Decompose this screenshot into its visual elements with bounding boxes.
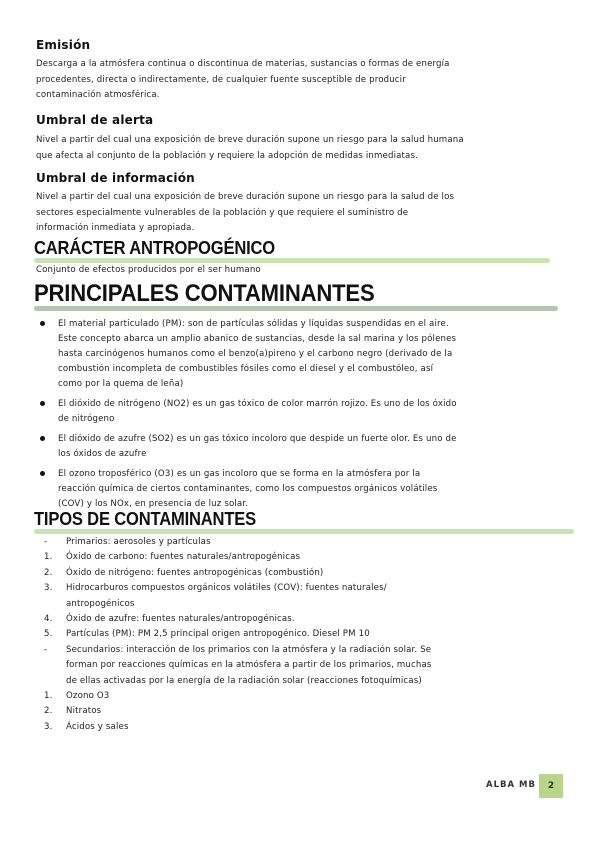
list-marker: 4. xyxy=(44,614,53,625)
text-line: El dióxido de nitrógeno (NO2) es un gas tóxico de color marrón rojizo. Es uno de los óxido xyxy=(58,399,457,409)
text-line: información inmediata y apropiada. xyxy=(36,223,195,233)
list-marker: 3. xyxy=(44,721,53,732)
text-line: Ácidos y sales xyxy=(66,721,129,732)
text-line: (COV) y los NOx, en presencia de luz solar. xyxy=(58,499,249,509)
list-marker: 1. xyxy=(44,691,53,702)
bullet-icon xyxy=(40,321,45,326)
list-marker: - xyxy=(44,644,48,655)
list-item xyxy=(44,581,576,612)
list-marker: - xyxy=(44,537,48,547)
list-item xyxy=(44,704,576,719)
heading-umbral-alerta: Umbral de alerta xyxy=(36,113,154,127)
text-line: Partículas (PM): PM 2,5 principal origen antropogénico. Diesel PM 10 xyxy=(66,629,370,640)
list-marker: 1. xyxy=(44,552,53,563)
text-line: sectores especialmente vulnerables de la población y que requiere el suministro de xyxy=(36,207,409,218)
text-line: los óxidos de azufre xyxy=(58,449,147,459)
text-line: procedentes, directa o indirectamente, de cualquier fuente susceptible de producir xyxy=(36,74,406,85)
text-line: El material particulado (PM): son de partículas sólidas y líquidas suspendidas en el aire. xyxy=(58,319,449,329)
footer-author: ALBA MB xyxy=(486,780,536,790)
text-line: Descarga a la atmósfera continua o discontinua de materias, sustancias o formas de energía xyxy=(36,59,450,69)
list-item xyxy=(44,550,576,565)
heading-tipos-contaminantes: TIPOS DE CONTAMINANTES xyxy=(34,509,256,529)
list-item xyxy=(44,720,576,735)
list-item xyxy=(56,317,576,392)
text-line: reacción química de ciertos contaminantes, como los compuestos orgánicos volátiles xyxy=(58,484,438,494)
list-item xyxy=(56,467,576,512)
list-marker: 3. xyxy=(44,583,53,594)
list-item xyxy=(44,689,576,704)
list-item xyxy=(44,566,576,581)
text-line: como por la quema de leña) xyxy=(58,379,184,389)
bullet-icon xyxy=(40,436,45,441)
text-line: Óxido de nitrógeno: fuentes antropogénicas (combustión) xyxy=(66,567,324,578)
text-line: que afecta al conjunto de la población y requiere la adopción de medidas inmediatas. xyxy=(36,150,418,161)
text-line: Este concepto abarca un amplio abanico de sustancias, desde la sal marina y los pólenes xyxy=(58,334,457,344)
page-number-badge: 2 xyxy=(539,774,563,798)
list-item xyxy=(56,432,576,462)
paragraph-caracter xyxy=(36,263,568,279)
text-line: Conjunto de efectos producidos por el ser humano xyxy=(36,265,261,275)
text-line: Nivel a partir del cual una exposición de breve duración supone un riesgo para la salud de los xyxy=(36,192,455,202)
list-marker: 5. xyxy=(44,629,53,640)
paragraph-umbral-informacion xyxy=(36,190,568,237)
paragraph-umbral-alerta xyxy=(36,133,568,164)
list-marker: 2. xyxy=(44,567,53,578)
text-line: hasta carcinógenos humanos como el benzo(a)pireno y el carbono negro (derivado de la xyxy=(58,349,453,359)
text-line: Secundarios: interacción de los primarios con la atmósfera y la radiación solar. Se xyxy=(66,644,432,655)
bullet-icon xyxy=(40,471,45,476)
text-line: Ozono O3 xyxy=(66,691,110,702)
text-line: Nitratos xyxy=(66,706,102,717)
list-item xyxy=(56,397,576,427)
list-item xyxy=(44,627,576,642)
list-marker: 2. xyxy=(44,706,53,717)
list-item xyxy=(44,612,576,627)
heading-principales-contaminantes: PRINCIPALES CONTAMINANTES xyxy=(34,280,375,307)
text-line: antropogénicos xyxy=(66,598,135,609)
text-line: El ozono troposférico (O3) es un gas incoloro que se forma en la atmósfera por la xyxy=(58,469,421,479)
list-item xyxy=(44,535,576,550)
text-line: Óxido de azufre: fuentes naturales/antropogénicas. xyxy=(66,614,295,625)
text-line: Óxido de carbono: fuentes naturales/antropogénicas xyxy=(66,552,301,563)
text-line: forman por reacciones químicas en la atmósfera a partir de los primarios, muchas xyxy=(66,660,432,671)
text-line: Nivel a partir del cual una exposición de breve duración supone un riesgo para la salud humana xyxy=(36,135,464,145)
types-list xyxy=(44,535,576,735)
heading-umbral-informacion: Umbral de información xyxy=(36,171,195,185)
text-line: Hidrocarburos compuestos orgánicos volátiles (COV): fuentes naturales/ xyxy=(66,583,387,594)
text-line: Primarios: aerosoles y partículas xyxy=(66,537,211,547)
text-line: El dióxido de azufre (SO2) es un gas tóxico incoloro que despide un fuerte olor. Es uno de xyxy=(58,434,457,444)
heading-caracter-antropogenico: CARÁCTER ANTROPOGÉNICO xyxy=(34,238,275,258)
heading-emision: Emisión xyxy=(36,38,91,52)
contaminants-list xyxy=(56,317,576,517)
text-line: de nitrógeno xyxy=(58,414,115,424)
list-item xyxy=(44,643,576,689)
text-line: contaminación atmosférica. xyxy=(36,90,160,100)
text-line: de ellas activadas por la energía de la radiación solar (reacciones fotoquímicas) xyxy=(66,675,422,686)
text-line: combustión incompleta de combustibles fósiles como el diesel y el combustóleo, así xyxy=(58,364,434,374)
paragraph-emision xyxy=(36,57,568,104)
bullet-icon xyxy=(40,401,45,406)
